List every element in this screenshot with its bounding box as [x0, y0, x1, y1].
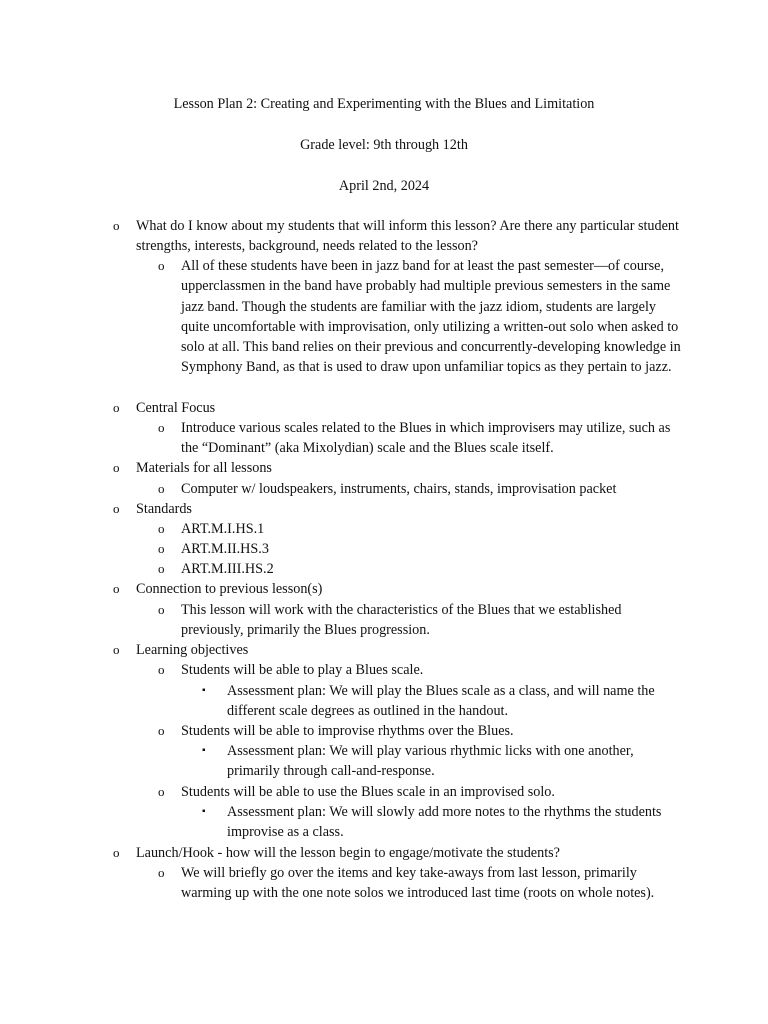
- list-item-text: Standards: [136, 501, 192, 517]
- bullet-marker: o: [158, 420, 165, 435]
- list-item-text: ART.M.III.HS.2: [181, 561, 274, 577]
- bullet-marker: o: [113, 460, 120, 475]
- bullet-marker: o: [113, 845, 120, 860]
- list-item-text: What do I know about my students that will inform this lesson? Are there any particular student strengths, interests, background, needs related to the lesson?: [136, 218, 679, 255]
- bullet-marker: o: [158, 865, 165, 880]
- bullet-marker: o: [113, 642, 120, 657]
- bullet-marker: o: [158, 784, 165, 799]
- bullet-marker: o: [113, 501, 120, 516]
- list-item-text: Assessment plan: We will slowly add more notes to the rhythms the students improvise as a class.: [227, 804, 662, 841]
- list-item-text: Introduce various scales related to the Blues in which improvisers may utilize, such as the “Dominant” (aka Mixolydian) scale and the Blues scale itself.: [181, 420, 671, 457]
- list-item-text: Materials for all lessons: [136, 460, 272, 476]
- list-item-text: Computer w/ loudspeakers, instruments, chairs, stands, improvisation packet: [181, 481, 617, 497]
- bullet-marker: o: [158, 258, 165, 273]
- bullet-marker: o: [113, 218, 120, 233]
- list-item-text: Students will be able to use the Blues scale in an improvised solo.: [181, 784, 555, 800]
- grade-level: Grade level: 9th through 12th: [300, 137, 468, 153]
- bullet-marker: ▪: [202, 685, 206, 696]
- list-item-text: Central Focus: [136, 400, 216, 416]
- list-item-text: We will briefly go over the items and key take-aways from last lesson, primarily warming up with the one note solos we introduced last time (roots on whole notes).: [181, 865, 655, 902]
- bullet-marker: o: [158, 723, 165, 738]
- list-item-text: All of these students have been in jazz band for at least the past semester—of course, upperclassmen in the band have probably had multiple previous semesters in the same jazz band. Though the students are familiar with the jazz idiom, students are largely quite uncomfortable with improvisation, only utilizing a written-out solo when asked to solo at all. This band relies on their previous and concurrently-developing knowledge in Symphony Band, as that is used to draw upon unfamiliar topics as they pertain to jazz.: [181, 258, 681, 376]
- bullet-marker: o: [158, 541, 165, 556]
- bullet-marker: o: [113, 400, 120, 415]
- bullet-marker: o: [158, 662, 165, 677]
- list-item-text: ART.M.II.HS.3: [181, 541, 269, 557]
- bullet-marker: o: [158, 481, 165, 496]
- list-item-text: Assessment plan: We will play the Blues scale as a class, and will name the different scale degrees as outlined in the handout.: [227, 683, 655, 720]
- list-item-text: This lesson will work with the characteristics of the Blues that we established previously, primarily the Blues progression.: [181, 602, 622, 639]
- lesson-date: April 2nd, 2024: [338, 178, 430, 194]
- list-item-text: Students will be able to improvise rhythms over the Blues.: [181, 723, 514, 739]
- bullet-marker: o: [158, 521, 165, 536]
- list-item-text: Launch/Hook - how will the lesson begin to engage/motivate the students?: [136, 845, 560, 861]
- bullet-marker: ▪: [202, 745, 206, 756]
- bullet-marker: o: [158, 561, 165, 576]
- list-item-text: Students will be able to play a Blues scale.: [181, 662, 424, 678]
- list-item-text: ART.M.I.HS.1: [181, 521, 265, 537]
- bullet-marker: ▪: [202, 806, 206, 817]
- bullet-marker: o: [113, 581, 120, 596]
- list-item-text: Assessment plan: We will play various rhythmic licks with one another, primarily through call-and-response.: [227, 743, 634, 780]
- lesson-title: Lesson Plan 2: Creating and Experimenting with the Blues and Limitation: [173, 96, 595, 112]
- bullet-marker: o: [158, 602, 165, 617]
- list-item-text: Learning objectives: [136, 642, 249, 658]
- list-item-text: Connection to previous lesson(s): [136, 581, 323, 597]
